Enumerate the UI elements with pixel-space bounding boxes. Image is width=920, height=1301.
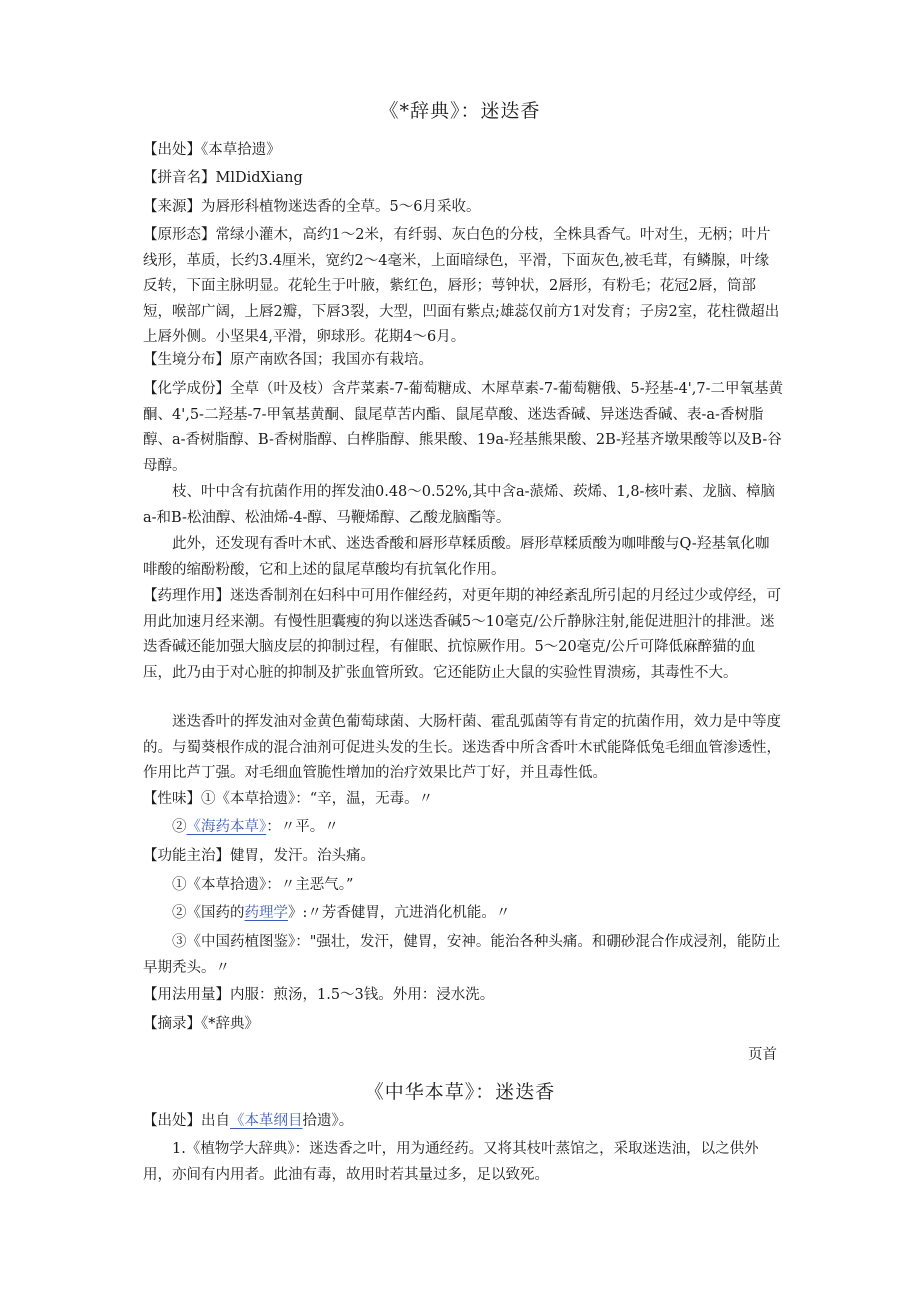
pharmacology-paragraph: 【药理作用】迷迭香制剂在妇科中可用作催经药，对更年期的神经紊乱所引起的月经过少或停经，可用此加速月经来潮。有慢性胆囊瘦的狗以迷迭香碱5～10毫克/公斤静脉注射,能促进胆汁的排泄。迷迭香碱还能加强大脑皮层的抑制过程，有催眠、抗惊厥作用。5～20毫克/公斤可降低麻醉猫的血压，此乃由于对心脏的抑制及扩张血管所致。它还能防止大鼠的实验性胃溃疡，其毒性不大。	[143, 588, 781, 681]
morphology-paragraph: 【原形态】常绿小灌木，高约1～2米，有纤弱、灰白色的分枝，全株具香气。叶对生，无柄；叶片线形，革质，长约3.4厘米，宽约2～4毫米，上面暗绿色，平滑，下面灰色,被毛茸，有鳞腺，叶缘反转，下面主脉明显。花轮生于叶腋，紫红色，唇形；萼钟状，2唇形，有粉毛；花冠2唇，筒部短，喉部广阔，上唇2瓣，下唇3裂，大型，凹面有紫点;雄蕊仅前方1对发育；子房2室，花柱微超出上唇外侧。小坚果4,平滑，卵球形。花期4～6月。	[143, 227, 780, 346]
nature-taste-line: 【性味】①《本草拾遗》：“辛，温，无毒。〃	[143, 791, 434, 807]
chemistry-paragraph-3: 此外，还发现有香叶木甙、迷迭香酸和唇形草糅质酸。唇形草糅质酸为咖啡酸与Q-羟基氧化咖啡酸的缩酚粉酸，它和上述的鼠尾草酸均有抗氧化作用。	[143, 536, 770, 578]
section2-source-suffix: 拾遗》。	[302, 1113, 354, 1129]
bencao-gangmu-link[interactable]: 《本革纲目	[230, 1113, 303, 1129]
excerpt-line: 【摘录】《*辞典》	[143, 1016, 259, 1032]
chemistry-paragraph: 【化学成份】全草（叶及枝）含芹菜素-7-葡萄糖成、木犀草素-7-葡萄糖俄、5-羟基-4',7-二甲氧基黄酮、4',5-二羟基-7-甲氧基黄酮、鼠尾草苦内酯、鼠尾草酸、迷迭香碱、异迷迭香碱、表-a-香树脂醇、a-香树脂醇、B-香树脂醇、白桦脂醇、熊果酸、19a-羟基熊果酸、2B-羟基齐墩果酸等以及B-谷母醇。	[143, 381, 784, 474]
function-item-2-prefix: ②《国药的	[172, 905, 245, 921]
section1-title: 《*辞典》：迷迭香	[379, 100, 541, 122]
chemistry-paragraph-2: 枝、叶中含有抗菌作用的挥发油0.48～0.52%,其中含a-蒎烯、莰烯、1,8-核叶素、龙脑、樟脑a-和B-松油醇、松油烯-4-醇、马鞭烯醇、乙酸龙脑酯等。	[143, 484, 775, 526]
nature-taste-2-suffix: ：〃平。〃	[266, 819, 339, 835]
function-line: 【功能主治】健胃，发汗。治头痛。	[143, 848, 375, 864]
haiyao-bencao-link[interactable]: 《海药本草》	[186, 819, 267, 835]
section2-title: 《中华本草》：迷迭香	[364, 1081, 556, 1103]
section2-source-prefix: 【出处】出自	[143, 1113, 230, 1129]
section2-source-line	[143, 1109, 783, 1135]
pharmacology-paragraph-2: 迷迭香叶的挥发油对金黄色葡萄球菌、大肠杆菌、霍乱弧菌等有肯定的抗菌作用，效力是中等度的。与蜀葵根作成的混合油剂可促进头发的生长。迷迭香中所含香叶木甙能降低兔毛细血管渗透性，作用比芦丁强。对毛细血管脆性增加的治疗效果比芦丁好，并且毒性低。	[143, 714, 781, 782]
function-item-2	[143, 901, 783, 927]
function-item-2-suffix: 》:〃芳香健胃，亢进消化机能。〃	[288, 905, 511, 921]
pinyin-line: 【拼音名】MlDidXiang	[143, 170, 303, 186]
usage-dosage-line: 【用法用量】内服：煎汤，1.5～3钱。外用：浸水洗。	[143, 987, 495, 1003]
nature-taste-line-2	[143, 815, 783, 841]
source-line: 【出处】《本草拾遗》	[143, 142, 281, 158]
function-item-1: ①《本草拾遗》：〃主恶气。”	[172, 877, 354, 893]
section2-item-1: 1.《植物学大辞典》：迷迭香之叶，用为通经药。又将其枝叶蒸馆之，采取迷迭油，以之供外用，亦间有内用者。此油有毒，故用时若其量过多，足以致死。	[143, 1141, 759, 1183]
pharmacology-link[interactable]: 药理学	[244, 905, 288, 921]
distribution-line: 【生境分布】原产南欧各国；我国亦有栽培。	[143, 352, 433, 368]
nature-taste-2-prefix: ②	[172, 819, 187, 835]
page-top-link[interactable]: 页首	[748, 1047, 777, 1063]
origin-line: 【来源】为唇形科植物迷迭香的全草。5～6月采收。	[143, 199, 481, 215]
function-item-3: ③《中国药植图鉴》："强壮，发汗，健胃，安神。能治各种头痛。和硼砂混合作成浸剂，能防止早期秃头。〃	[143, 934, 781, 976]
